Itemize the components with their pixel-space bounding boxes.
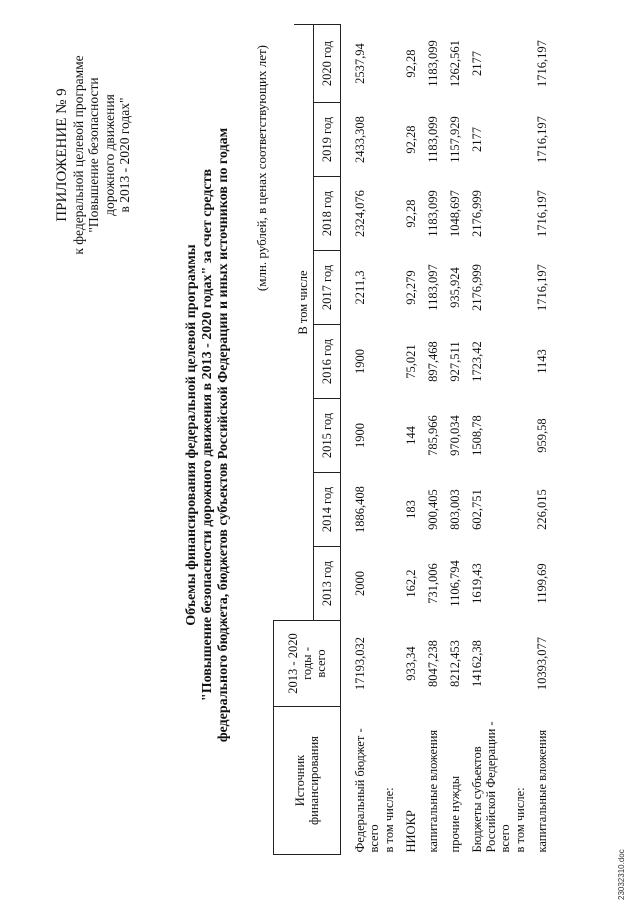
table-row [404, 25, 426, 855]
table-row [340, 25, 404, 855]
header-source: Источник финансирования [274, 707, 341, 855]
table-row [470, 25, 535, 855]
row-value: 1619,43 [469, 563, 484, 604]
row-value: 1048,697 [447, 190, 462, 237]
row-label: капитальные вложения [534, 729, 549, 853]
row-value: 1723,42 [469, 341, 484, 382]
row-label: Федеральный бюджет - всего в том числе: [340, 707, 404, 855]
row-value: 2000 [352, 571, 367, 596]
appendix-line: дорожного движения [101, 94, 117, 216]
header-year: 2014 год [313, 473, 340, 547]
row-value: 1716,197 [534, 190, 549, 237]
appendix-line: к федеральной целевой программе [70, 55, 86, 255]
financing-table [273, 24, 557, 855]
row-value: 1183,099 [425, 40, 440, 87]
row-value: 959,58 [534, 418, 549, 453]
row-value: 1716,197 [534, 116, 549, 163]
header-year: 2019 год [313, 103, 340, 177]
row-value: 970,034 [447, 415, 462, 456]
appendix-number: ПРИЛОЖЕНИЕ № 9 [54, 88, 70, 222]
row-value: 1183,097 [425, 264, 440, 311]
row-value: 226,015 [534, 489, 549, 530]
row-value: 602,751 [469, 489, 484, 530]
row-label: капитальные вложения [425, 729, 440, 853]
table-row [448, 25, 470, 855]
row-value: 1143 [534, 349, 549, 374]
table-row [535, 25, 557, 855]
row-value: 897,468 [425, 341, 440, 382]
row-value: 1886,408 [352, 486, 367, 533]
row-value: 2211,3 [352, 270, 367, 305]
row-value: 183 [403, 500, 418, 519]
row-value: 2177 [469, 51, 484, 76]
row-label: Бюджеты субъектов Российской Федерации - всего в том числе: [470, 707, 535, 855]
document-title [184, 15, 232, 855]
row-value: 162,2 [403, 569, 418, 598]
row-value: 1900 [352, 349, 367, 374]
row-value: 92,28 [403, 199, 418, 228]
units-note: (млн. рублей, в ценах соответствующих лет) [254, 45, 269, 292]
row-value: 2433,308 [352, 116, 367, 163]
header-year: 2017 год [313, 251, 340, 325]
row-value: 935,924 [447, 267, 462, 308]
document-code: 23032310.doc [617, 849, 626, 900]
row-value: 2537,94 [352, 43, 367, 84]
row-value: 1183,099 [425, 116, 440, 163]
appendix-line: в 2013 - 2020 годах" [117, 97, 132, 213]
header-including: В том числе [294, 25, 314, 621]
appendix-block [55, 30, 133, 280]
header-year: 2013 год [313, 547, 340, 621]
row-value: 1106,794 [447, 560, 462, 607]
row-value: 75,021 [403, 344, 418, 379]
row-label: прочие нужды [447, 775, 462, 853]
row-value: 927,511 [447, 341, 462, 382]
row-value: 900,405 [425, 489, 440, 530]
row-value: 144 [403, 426, 418, 445]
row-sublabel: в том числе: [512, 787, 527, 853]
row-label: НИОКР [403, 810, 418, 853]
row-value: 1262,561 [447, 40, 462, 87]
appendix-line: "Повышение безопасности [86, 77, 101, 233]
header-year: 2015 год [313, 399, 340, 473]
row-total: 17193,032 [352, 636, 367, 691]
title-line: "Повышение безопасности дорожного движения в 2013 - 2020 годах" за счет средств [200, 168, 215, 702]
row-value: 2324,076 [352, 190, 367, 237]
row-total: 10393,077 [534, 636, 549, 691]
header-year: 2020 год [313, 25, 340, 103]
row-value: 1716,197 [534, 40, 549, 87]
row-value: 1508,78 [469, 415, 484, 456]
header-total: 2013 - 2020 годы - всего [274, 621, 341, 707]
row-sublabel: в том числе: [381, 787, 396, 853]
title-line: федерального бюджета, бюджетов субъектов Российской Федерации и иных источников по годам [216, 127, 231, 743]
title-line: Объемы финансирования федеральной целевой программы [184, 244, 199, 626]
header-year: 2016 год [313, 325, 340, 399]
row-value: 731,006 [425, 563, 440, 604]
row-value: 2176,999 [469, 190, 484, 237]
row-value: 92,279 [403, 270, 418, 305]
row-value: 803,003 [447, 489, 462, 530]
row-value: 92,28 [403, 125, 418, 154]
row-total: 14162,38 [469, 640, 484, 687]
row-value: 2176,999 [469, 264, 484, 311]
row-value: 2177 [469, 127, 484, 152]
row-total: 8212,453 [447, 640, 462, 687]
row-value: 1199,69 [534, 563, 549, 604]
row-total: 933,34 [403, 646, 418, 681]
header-spacer [274, 25, 294, 621]
row-value: 1900 [352, 423, 367, 448]
row-value: 1716,197 [534, 264, 549, 311]
row-value: 1157,929 [447, 116, 462, 163]
header-year: 2018 год [313, 177, 340, 251]
table-row [426, 25, 448, 855]
row-value: 1183,099 [425, 190, 440, 237]
row-value: 92,28 [403, 49, 418, 78]
row-value: 785,966 [425, 415, 440, 456]
row-total: 8047,238 [425, 640, 440, 687]
